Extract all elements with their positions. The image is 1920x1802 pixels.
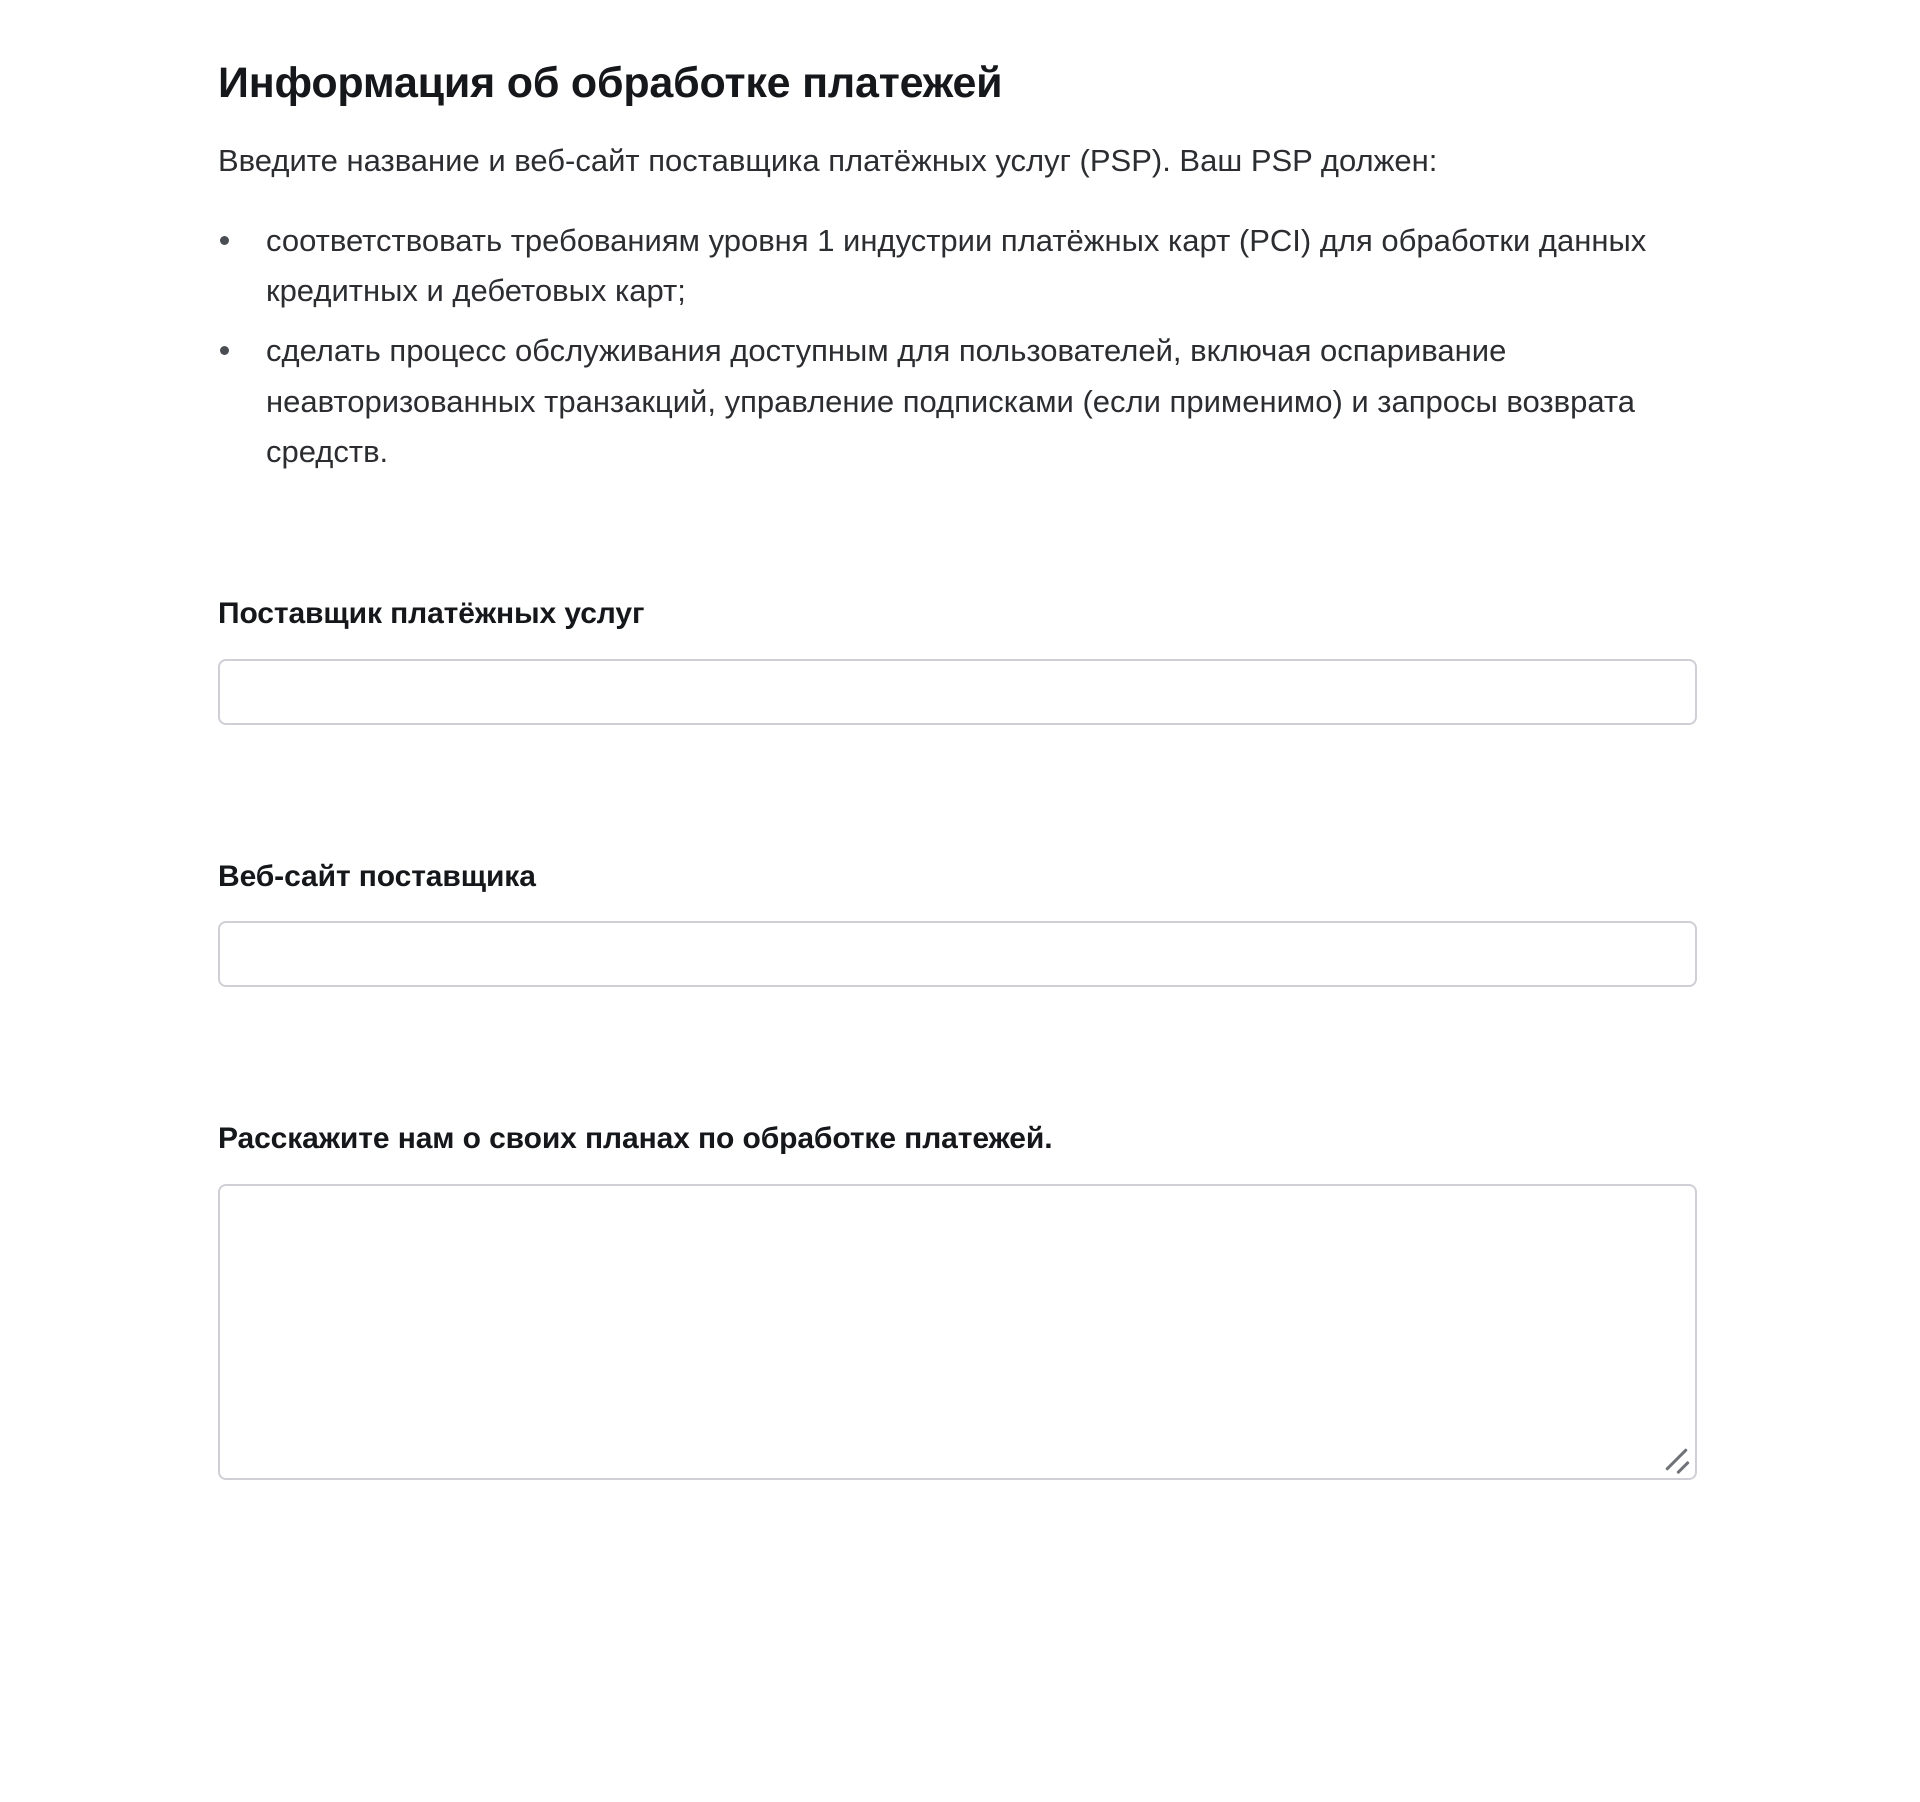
requirements-list (218, 216, 1698, 477)
list-item (218, 326, 1698, 477)
provider-website-input[interactable] (218, 921, 1697, 987)
psp-field-group (218, 487, 1698, 725)
plans-field-group (218, 987, 1698, 1480)
requirement-text: сделать процесс обслуживания доступным для пользователей, включая оспаривание неавторизованных транзакций, управление подписками (если применимо) и запросы возврата средств. (266, 333, 1636, 469)
website-field-label: Веб-сайт поставщика (218, 859, 536, 893)
payment-service-provider-input[interactable] (218, 659, 1697, 725)
requirement-text: соответствовать требованиям уровня 1 индустрии платёжных карт (PCI) для обработки данных кредитных и дебетовых карт; (266, 222, 1647, 309)
plans-field-label: Расскажите нам о своих планах по обработке платежей. (218, 1122, 1053, 1156)
plans-textarea-wrapper (218, 1184, 1697, 1480)
payment-plans-textarea[interactable] (218, 1184, 1697, 1480)
intro-paragraph: Введите название и веб-сайт поставщика платёжных услуг (PSP). Ваш PSP должен: (218, 142, 1438, 178)
list-item (218, 216, 1698, 316)
website-field-group (218, 725, 1698, 988)
content-column (218, 0, 1698, 1480)
page-title: Информация об обработке платежей (218, 59, 1003, 107)
bullet-dot-icon (220, 346, 229, 355)
psp-field-label: Поставщик платёжных услуг (218, 597, 645, 631)
bullet-dot-icon (220, 236, 229, 245)
